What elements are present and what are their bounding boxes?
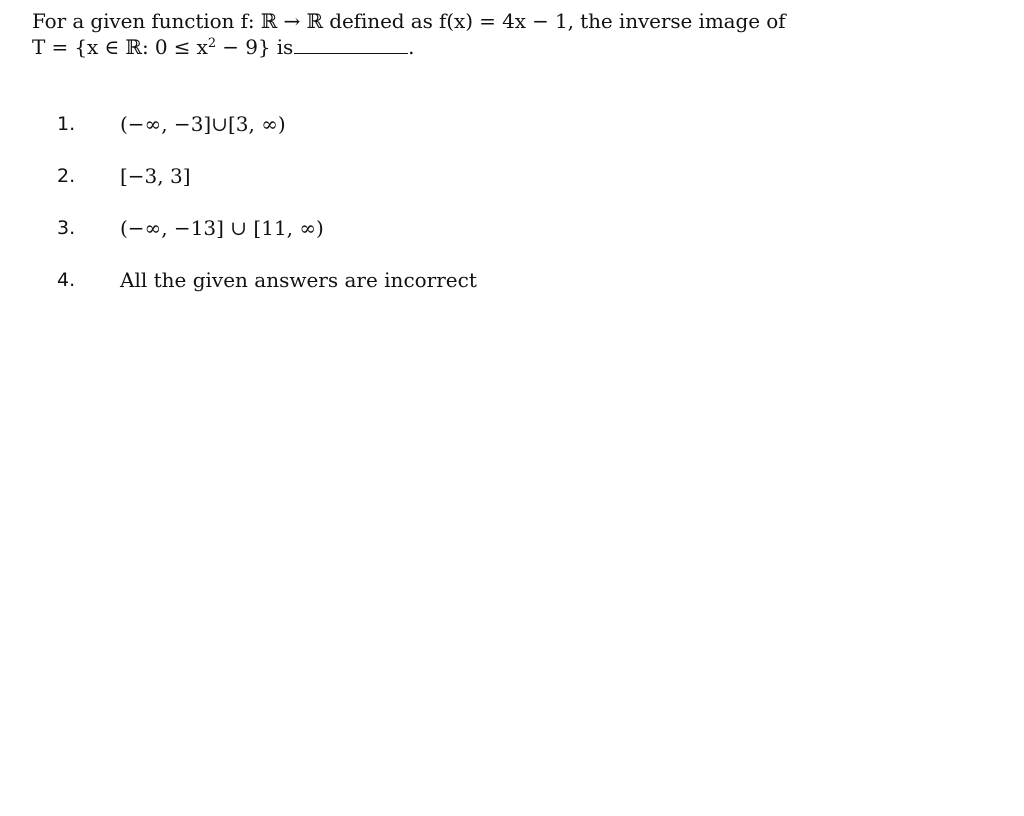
option-4 (0, 266, 1024, 318)
question-line-2 (32, 34, 992, 60)
option-text: (−∞, −3]∪[3, ∞) (120, 112, 286, 136)
question-set-definition-end: − 9} is (216, 35, 294, 59)
question-set-definition: T = {x ∈ ℝ: 0 ≤ x (32, 35, 208, 59)
option-number: 3. (57, 217, 76, 239)
question-text (32, 8, 992, 60)
option-number: 2. (57, 165, 76, 187)
question-line-1: For a given function f: ℝ → ℝ defined as f(x) = 4x − 1, the inverse image of (32, 9, 786, 33)
question-exponent: 2 (207, 36, 217, 51)
answer-options (0, 110, 1024, 318)
option-text: [−3, 3] (120, 164, 191, 188)
option-2 (0, 162, 1024, 214)
option-3 (0, 214, 1024, 266)
option-1 (0, 110, 1024, 162)
option-number: 1. (57, 113, 76, 135)
option-number: 4. (57, 269, 76, 291)
answer-blank (294, 35, 408, 54)
option-text: (−∞, −13] ∪ [11, ∞) (120, 216, 324, 240)
option-text: All the given answers are incorrect (120, 268, 477, 292)
question-period: . (408, 35, 415, 59)
